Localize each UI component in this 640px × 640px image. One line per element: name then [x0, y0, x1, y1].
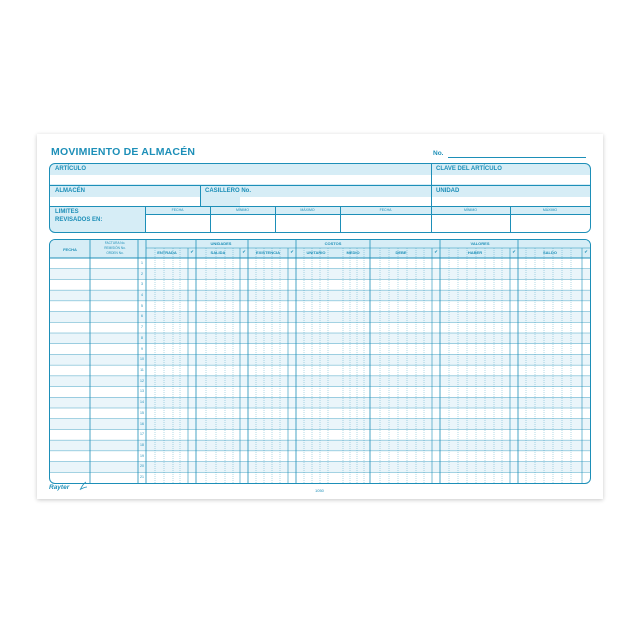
almacen-label: ALMACÉN — [55, 188, 85, 194]
casillero-label: CASILLERO No. — [205, 188, 251, 194]
row-number: 3 — [141, 282, 143, 287]
revisados-label: REVISADOS EN: — [55, 217, 103, 223]
col-saldo: SALDO — [543, 250, 557, 255]
unidad-field[interactable] — [431, 197, 590, 206]
row-number: 21 — [140, 475, 144, 480]
almacen-field[interactable] — [50, 197, 200, 206]
sub-fecha-2: FECHA — [379, 208, 392, 212]
limites-fields[interactable] — [145, 214, 590, 232]
row-number: 8 — [141, 335, 143, 340]
col-salida: SALIDA — [210, 250, 226, 255]
clave-field[interactable] — [431, 175, 590, 184]
sub-maximo-2: MÁXIMO — [542, 208, 558, 212]
number-label: No. — [433, 150, 444, 157]
clave-label: CLAVE DEL ARTÍCULO — [436, 166, 502, 172]
table-grid — [50, 240, 590, 483]
row-number: 13 — [140, 389, 144, 394]
articulo-label: ARTÍCULO — [55, 166, 86, 172]
form-sheet — [37, 134, 603, 499]
sub-minimo-2: MÍNIMO — [463, 208, 478, 212]
group-valores: VALORES — [470, 241, 490, 246]
row-number: 14 — [140, 400, 144, 405]
check-6: ✔ — [584, 249, 588, 254]
col-haber: HABER — [467, 250, 483, 255]
unidad-label: UNIDAD — [436, 188, 460, 194]
row-number: 17 — [140, 432, 144, 437]
row-number: 4 — [141, 293, 143, 297]
row-number: 7 — [141, 325, 143, 330]
row-number: 2 — [141, 271, 143, 276]
table-row-band — [50, 290, 590, 301]
col-doc-2: REMISIÓN No. — [104, 246, 126, 250]
casillero-field[interactable] — [240, 197, 431, 206]
col-unitario: UNITARIO — [306, 250, 326, 255]
row-number: 6 — [141, 314, 143, 319]
sub-maximo-1: MÁXIMO — [300, 208, 315, 212]
col-existencia: EXISTENCIA — [255, 250, 280, 255]
row-number: 19 — [140, 453, 144, 458]
articulo-field[interactable] — [50, 175, 431, 184]
sub-minimo-1: MÍNIMO — [235, 208, 250, 212]
col-debe: DEBE — [395, 250, 407, 255]
check-1: ✔ — [190, 249, 194, 254]
check-2: ✔ — [242, 249, 246, 254]
row-number: 16 — [140, 421, 144, 426]
row-number: 10 — [140, 357, 144, 362]
col-doc-1: FACTURA No. — [104, 241, 126, 245]
col-medio: MEDIO — [346, 250, 360, 255]
form-title: MOVIMIENTO DE ALMACÉN — [51, 146, 196, 158]
row-number: 1 — [141, 260, 143, 265]
row-number: 9 — [141, 346, 143, 351]
col-doc-3: ORDEN No. — [106, 251, 124, 255]
col-entrada: ENTRADA — [157, 250, 177, 255]
number-field[interactable] — [448, 157, 586, 158]
group-unidades: UNIDADES — [210, 241, 232, 246]
table-row-band — [50, 440, 590, 451]
col-fecha: FECHA — [63, 247, 77, 252]
check-4: ✔ — [434, 249, 438, 254]
row-number: 15 — [140, 410, 144, 415]
check-3: ✔ — [290, 249, 294, 254]
check-5: ✔ — [512, 249, 516, 254]
movements-table — [49, 239, 591, 484]
form-code: 1050 — [315, 488, 324, 493]
row-number: 20 — [140, 464, 144, 469]
row-number: 11 — [140, 368, 144, 372]
header-box — [49, 163, 591, 233]
group-costos: COSTOS — [324, 241, 342, 246]
sub-fecha-1: FECHA — [171, 208, 184, 212]
row-number: 5 — [141, 303, 143, 308]
row-number: 18 — [140, 443, 144, 447]
brand-logo: Rayter — [49, 484, 70, 491]
brand-mark-icon — [78, 481, 88, 491]
limites-label: LIMITES — [55, 209, 79, 215]
row-number: 12 — [140, 378, 144, 383]
